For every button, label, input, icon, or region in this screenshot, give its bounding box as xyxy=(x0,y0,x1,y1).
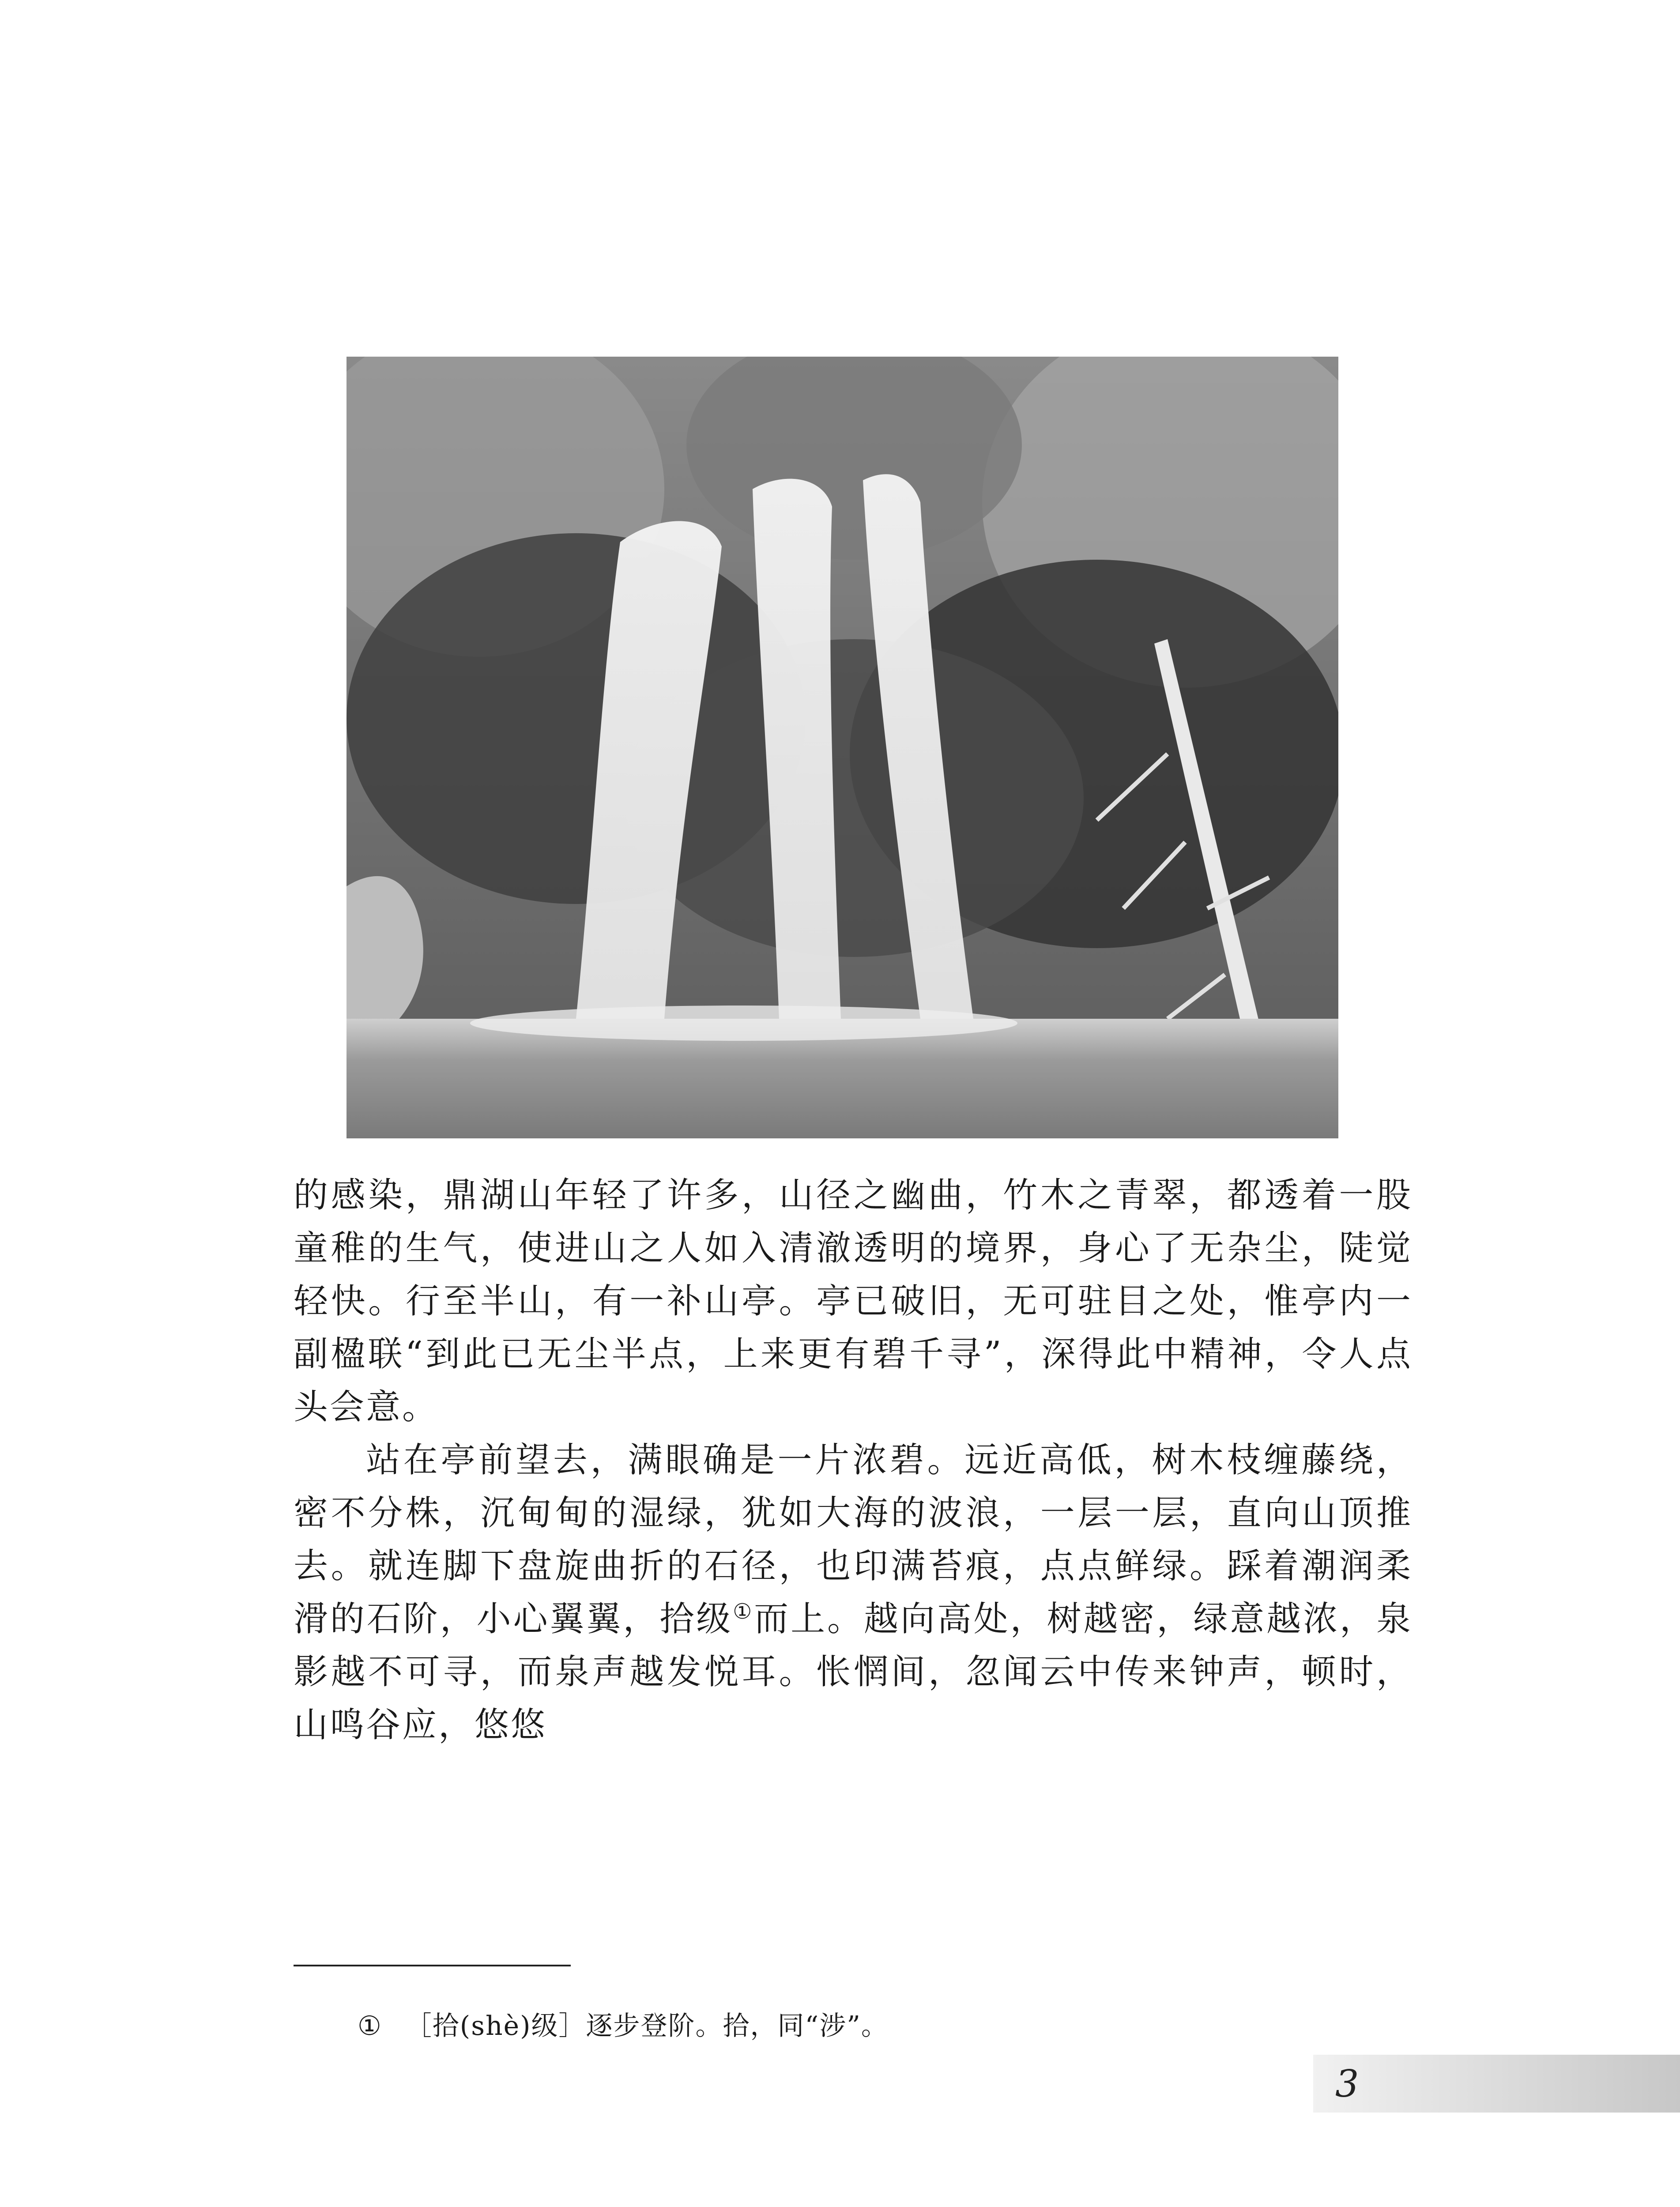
paragraph-1-text: 的感染，鼎湖山年轻了许多，山径之幽曲，竹木之青翠，都透着一股童稚的生气，使进山之人如入清澈透明的境界，身心了无杂尘，陡觉轻快。行至半山，有一补山亭。亭已破旧，无可驻目之处，惟亭内一副楹联“到此已无尘半点，上来更有碧千寻”，深得此中精神，令人点头会意。 xyxy=(294,1175,1413,1427)
footnote xyxy=(358,2006,1373,2046)
paragraph-1 xyxy=(294,1169,1413,1434)
paragraph-2-before-note: 站在亭前望去，满眼确是一片浓碧。远近高低，树木枝缠藤绕，密不分株，沉甸甸的湿绿，犹如大海的波浪，一层一层，直向山顶推去。就连脚下盘旋曲折的石径，也印满苔痕，点点鲜绿。踩着潮润柔滑的石阶，小心翼翼，拾级 xyxy=(294,1440,1413,1639)
waterfall-photo xyxy=(347,357,1338,1138)
footnote-reference: ① xyxy=(733,1599,754,1624)
paragraph-2-text xyxy=(294,1434,1413,1751)
footnote-number: ① xyxy=(358,2011,382,2041)
paragraph-2-after-note: 而上。越向高处，树越密，绿意越浓，泉影越不可寻，而泉声越发悦耳。怅惘间，忽闻云中传来钟声，顿时，山鸣谷应，悠悠 xyxy=(294,1599,1413,1745)
page-number: 3 xyxy=(1335,2062,1359,2105)
footnote-text: ［拾(shè)级］逐步登阶。拾，同“涉”。 xyxy=(405,2011,889,2041)
footnote-divider xyxy=(294,1965,571,1966)
page-number-tab xyxy=(1313,2055,1680,2113)
paragraph-2 xyxy=(294,1434,1413,1751)
